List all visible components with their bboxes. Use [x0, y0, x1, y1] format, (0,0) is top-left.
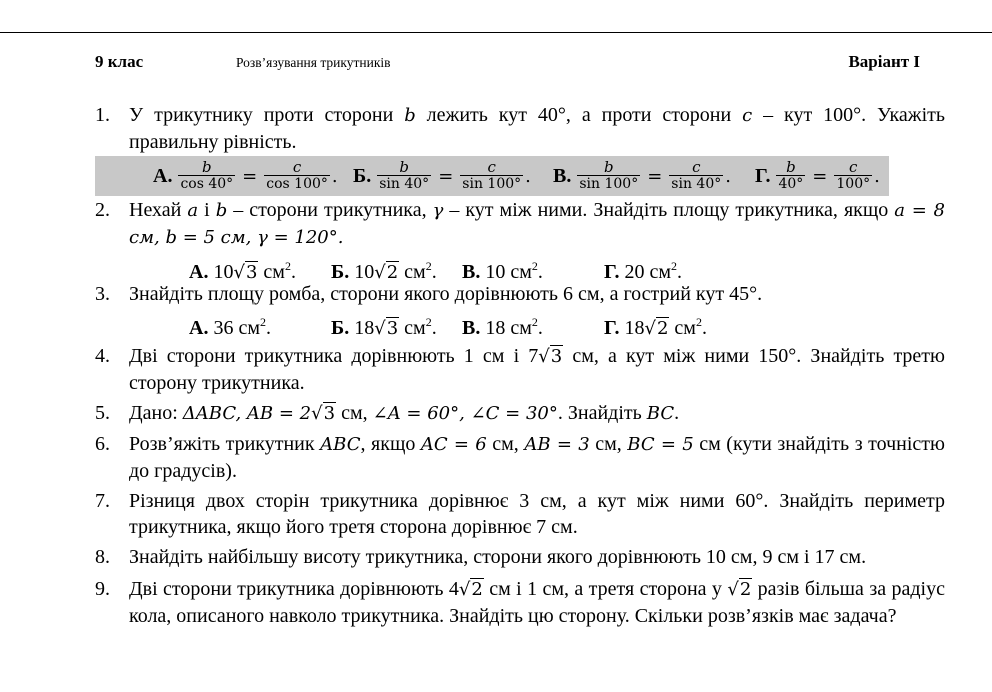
- question-5: [95, 400, 945, 427]
- q5-text: .: [674, 402, 680, 424]
- coef: 18: [624, 317, 645, 339]
- sqrt: √3: [311, 403, 336, 424]
- sqrt: √2: [458, 579, 483, 600]
- question-number: 6.: [95, 433, 110, 455]
- q6-math: AC = 6: [420, 434, 487, 455]
- period: .: [431, 261, 437, 283]
- q2-condition: a = 8 см, b = 5 см, γ = 120°.: [129, 200, 945, 248]
- question-number: 9.: [95, 578, 110, 600]
- variant-label: Варіант I: [848, 52, 920, 71]
- q1-text: У трикутнику проти сторони: [129, 104, 405, 126]
- q5-text: см,: [336, 402, 373, 424]
- q3-option-c[interactable]: [462, 307, 543, 343]
- unit: см: [669, 317, 696, 339]
- unit: см: [399, 317, 426, 339]
- q5-math: ∠A = 60°, ∠C = 30°: [372, 403, 558, 424]
- numerator: c: [487, 158, 496, 176]
- unit: см: [399, 261, 426, 283]
- numerator: b: [399, 158, 410, 176]
- q1-option-d[interactable]: [755, 156, 880, 196]
- denominator: sin 40°: [379, 176, 430, 192]
- top-rule: [0, 32, 992, 33]
- q9-text: см і 1 см, а третя сторона у: [483, 578, 728, 600]
- fraction: [834, 159, 872, 193]
- q3-option-a[interactable]: [189, 307, 271, 343]
- q4-text: см, а кут між ними 150°. Знайдіть третю сторону трикутника.: [129, 345, 945, 394]
- option-label: В.: [462, 261, 481, 283]
- question-number: 5.: [95, 402, 110, 424]
- q2-text: і: [198, 199, 216, 221]
- q3-answer-options: [95, 307, 945, 337]
- period: .: [725, 165, 731, 187]
- denominator: sin 100°: [462, 176, 522, 192]
- numerator: b: [786, 158, 796, 176]
- question-number: 7.: [95, 490, 110, 512]
- superscript: 2: [425, 259, 432, 273]
- sqrt: √3: [374, 318, 399, 339]
- question-6: [95, 431, 945, 484]
- q6-text: см,: [589, 433, 628, 455]
- sqrt: √2: [644, 318, 669, 339]
- question-number: 2.: [95, 199, 110, 221]
- question-8: [95, 544, 945, 570]
- period: .: [331, 165, 338, 187]
- q5-text: . Знайдіть: [557, 402, 647, 424]
- superscript: 2: [531, 259, 538, 273]
- option-label: Б.: [331, 261, 350, 283]
- coef: 10: [213, 261, 234, 283]
- coef: 10: [354, 261, 375, 283]
- q3-text: Знайдіть площу ромба, сторони якого дорівнюють 6 см, а гострий кут 45°.: [129, 283, 763, 305]
- radicand: 3: [245, 262, 258, 283]
- denominator: 100°: [836, 176, 871, 192]
- denominator: 40°: [778, 176, 804, 192]
- fraction: [377, 159, 431, 193]
- q2-var-a: a: [187, 200, 199, 221]
- numerator: b: [603, 158, 614, 176]
- question-3: [95, 281, 945, 307]
- radicand: 2: [656, 318, 669, 339]
- option-label: В.: [553, 164, 572, 187]
- radicand: 2: [386, 262, 399, 283]
- coef: 18: [354, 317, 375, 339]
- numerator: c: [292, 158, 302, 176]
- question-9: [95, 576, 945, 629]
- period: .: [266, 317, 271, 339]
- q1-text: лежить кут 40°, а проти сторони: [415, 104, 743, 126]
- question-number: 1.: [95, 104, 110, 126]
- radicand: 3: [323, 403, 336, 424]
- superscript: 2: [260, 315, 266, 329]
- q2-var-gamma: γ: [432, 200, 444, 221]
- question-7: [95, 488, 945, 540]
- radicand: 2: [739, 579, 752, 600]
- q6-math: BC = 5: [627, 434, 694, 455]
- question-4: [95, 343, 945, 396]
- equals: =: [647, 165, 663, 187]
- fraction: [776, 159, 805, 193]
- option-label: Г.: [755, 164, 771, 187]
- unit: см: [258, 261, 285, 283]
- period: .: [537, 261, 543, 283]
- equals: =: [242, 165, 258, 187]
- superscript: 2: [531, 315, 538, 329]
- sqrt: √2: [727, 579, 752, 600]
- option-label: А.: [189, 317, 209, 339]
- fraction: [669, 159, 723, 193]
- question-number: 3.: [95, 283, 110, 305]
- period: .: [431, 317, 437, 339]
- superscript: 2: [284, 259, 291, 273]
- fraction: [577, 159, 640, 193]
- q2-var-b: b: [215, 200, 228, 221]
- superscript: 2: [425, 315, 432, 329]
- q2-answer-options: [95, 251, 945, 281]
- period: .: [525, 165, 531, 187]
- question-1: [95, 102, 945, 155]
- q7-text: Різниця двох сторін трикутника дорівнює 3 см, а кут між ними 60°. Знайдіть периметр трикутника, якщо його третя сторона дорівнює 7 см.: [129, 490, 945, 538]
- option-label: В.: [462, 317, 481, 339]
- option-text: 10 см: [485, 261, 532, 283]
- grade-label: 9 клас: [95, 52, 144, 71]
- q1-text: – кут 100°. Укажіть правильну рівність.: [129, 104, 945, 153]
- option-label: А.: [153, 164, 173, 187]
- option-label: А.: [189, 261, 209, 283]
- question-number: 8.: [95, 546, 110, 568]
- q5-math: ΔABC, AB = 2: [182, 403, 312, 424]
- q9-text: Дві сторони трикутника дорівнюють 4: [129, 578, 459, 600]
- equals: =: [438, 165, 454, 187]
- q1-option-b[interactable]: [353, 156, 531, 196]
- q2-text: – кут між ними. Знайдіть площу трикутника, якщо: [443, 199, 895, 221]
- option-label: Г.: [604, 317, 620, 339]
- q8-text: Знайдіть найбільшу висоту трикутника, сторони якого дорівнюють 10 см, 9 см і 17 см.: [129, 546, 867, 568]
- option-text: 20 см: [624, 261, 672, 283]
- numerator: b: [202, 158, 212, 176]
- denominator: sin 100°: [579, 176, 639, 192]
- q6-text: см (кути знайдіть з точністю до градусів).: [129, 433, 945, 482]
- q1-option-a[interactable]: [153, 156, 338, 196]
- q6-math: AB = 3: [524, 434, 590, 455]
- period: .: [290, 261, 296, 283]
- denominator: sin 40°: [671, 176, 722, 192]
- fraction: [460, 159, 523, 193]
- superscript: 2: [671, 259, 678, 273]
- q6-text: Розв’яжіть трикутник: [129, 433, 321, 455]
- q2-text: Нехай: [129, 199, 188, 221]
- denominator: cos 40°: [180, 176, 234, 192]
- q3-option-b[interactable]: [331, 307, 437, 344]
- period: .: [537, 317, 543, 339]
- numerator: c: [692, 158, 701, 176]
- option-label: Б.: [331, 317, 350, 339]
- question-number: 4.: [95, 345, 110, 367]
- sqrt: √3: [233, 262, 258, 283]
- q2-text: – сторони трикутника,: [227, 199, 433, 221]
- q1-answer-options: [95, 156, 889, 196]
- fraction: [264, 159, 330, 193]
- q5-math: BC: [646, 403, 675, 424]
- q9-text: разів більша за радіус кола, описаного навколо трикутника. Знайдіть цю сторону. Скільки розв’язків має задача?: [129, 578, 945, 627]
- period: .: [701, 317, 707, 339]
- fraction: [178, 159, 235, 193]
- q1-var-b: b: [404, 105, 416, 126]
- q3-option-d[interactable]: [604, 307, 707, 344]
- q4-text: Дві сторони трикутника дорівнюють 1 см і 7: [129, 345, 539, 367]
- radicand: 2: [471, 579, 483, 600]
- option-text: 36 см: [213, 317, 260, 339]
- topic-label: Розв’язування трикутників: [236, 55, 391, 70]
- option-label: Г.: [604, 261, 620, 283]
- superscript: 2: [695, 315, 702, 329]
- q1-var-c: c: [742, 105, 753, 126]
- q1-option-c[interactable]: [553, 156, 731, 196]
- numerator: c: [849, 158, 858, 176]
- question-list: [95, 102, 945, 629]
- q6-math: ABC: [320, 434, 361, 455]
- equals: =: [812, 165, 828, 187]
- sqrt: √2: [374, 262, 399, 283]
- radicand: 3: [550, 346, 563, 367]
- q6-text: см,: [486, 433, 525, 455]
- q5-text: Дано:: [129, 402, 183, 424]
- option-label: Б.: [353, 164, 372, 187]
- radicand: 3: [386, 318, 399, 339]
- period: .: [677, 261, 683, 283]
- denominator: cos 100°: [266, 176, 328, 192]
- period: .: [874, 165, 880, 187]
- question-2: [95, 197, 945, 251]
- q6-text: , якщо: [360, 433, 421, 455]
- sqrt: √3: [538, 346, 563, 367]
- option-text: 18 см: [485, 317, 532, 339]
